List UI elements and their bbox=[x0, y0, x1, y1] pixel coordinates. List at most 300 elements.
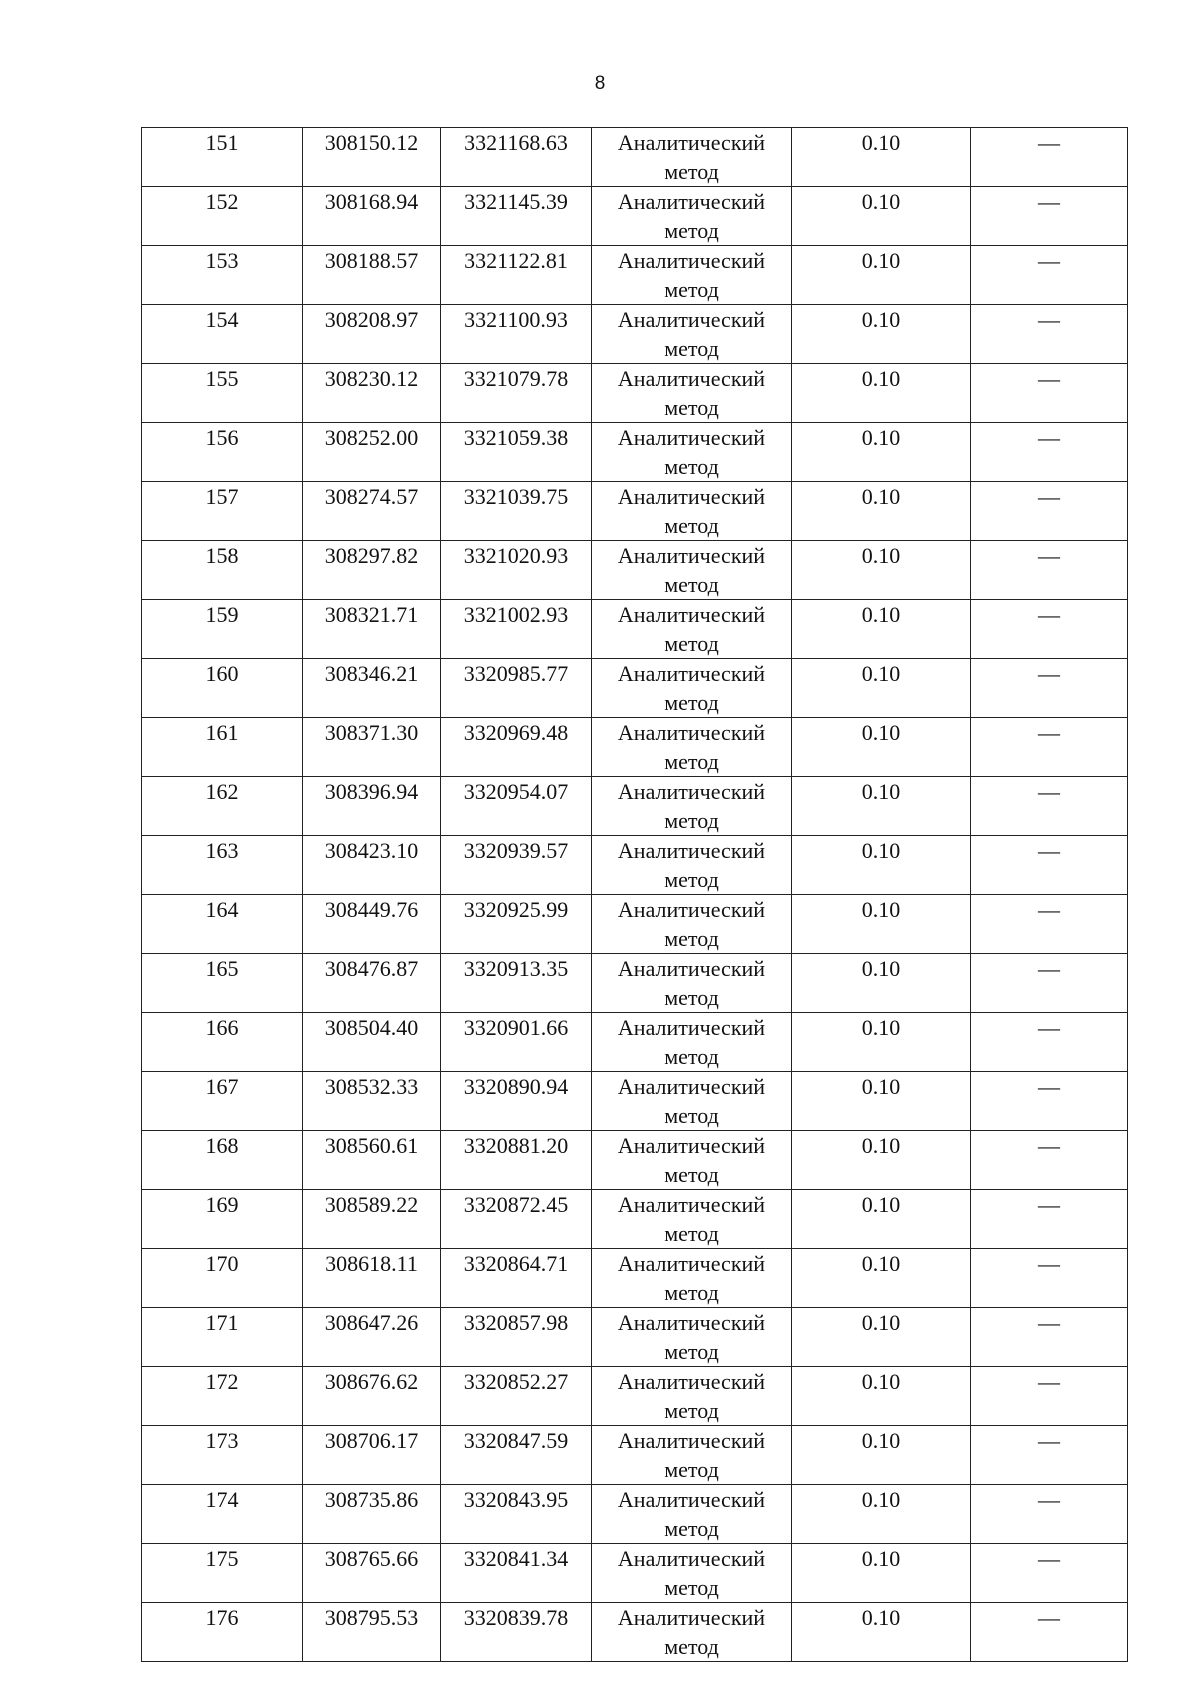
method-text-line2: метод bbox=[664, 1162, 719, 1187]
point-number-text: 162 bbox=[205, 779, 239, 804]
description-cell bbox=[971, 541, 1128, 600]
method-cell bbox=[592, 364, 792, 423]
y-coordinate-cell bbox=[441, 1131, 592, 1190]
point-number-cell bbox=[142, 1131, 303, 1190]
x-coordinate-text: 308230.12 bbox=[324, 366, 419, 391]
point-number-cell bbox=[142, 659, 303, 718]
accuracy-cell bbox=[792, 1485, 971, 1544]
y-coordinate-cell bbox=[441, 1544, 592, 1603]
description-text: — bbox=[1038, 1546, 1060, 1571]
table-row bbox=[142, 1367, 1128, 1426]
y-coordinate-text: 3320864.71 bbox=[463, 1251, 569, 1276]
point-number-text: 151 bbox=[205, 130, 239, 155]
description-text: — bbox=[1038, 1133, 1060, 1158]
x-coordinate-text: 308346.21 bbox=[324, 661, 419, 686]
accuracy-text: 0.10 bbox=[861, 661, 901, 686]
y-coordinate-cell bbox=[441, 1072, 592, 1131]
description-cell bbox=[971, 187, 1128, 246]
description-text: — bbox=[1038, 1605, 1060, 1630]
description-cell bbox=[971, 600, 1128, 659]
y-coordinate-cell bbox=[441, 1308, 592, 1367]
accuracy-text: 0.10 bbox=[861, 543, 901, 568]
x-coordinate-text: 308371.30 bbox=[324, 720, 419, 745]
y-coordinate-cell bbox=[441, 423, 592, 482]
x-coordinate-text: 308618.11 bbox=[325, 1251, 418, 1276]
point-number-cell bbox=[142, 1367, 303, 1426]
method-cell bbox=[592, 836, 792, 895]
accuracy-text: 0.10 bbox=[861, 425, 901, 450]
point-number-cell bbox=[142, 541, 303, 600]
method-text-line2: метод bbox=[664, 395, 719, 420]
method-cell bbox=[592, 1013, 792, 1072]
point-number-text: 159 bbox=[205, 602, 239, 627]
method-text-line1: Аналитический bbox=[617, 366, 766, 391]
method-cell bbox=[592, 541, 792, 600]
description-cell bbox=[971, 1426, 1128, 1485]
description-cell bbox=[971, 305, 1128, 364]
accuracy-text: 0.10 bbox=[861, 248, 901, 273]
table-row bbox=[142, 482, 1128, 541]
table-body bbox=[142, 128, 1128, 1662]
description-cell bbox=[971, 423, 1128, 482]
description-cell bbox=[971, 1308, 1128, 1367]
method-text-line2: метод bbox=[664, 277, 719, 302]
accuracy-text: 0.10 bbox=[861, 1133, 901, 1158]
description-text: — bbox=[1038, 838, 1060, 863]
accuracy-text: 0.10 bbox=[861, 307, 901, 332]
point-number-text: 176 bbox=[205, 1605, 239, 1630]
y-coordinate-cell bbox=[441, 1603, 592, 1662]
method-text-line1: Аналитический bbox=[617, 130, 766, 155]
table-row bbox=[142, 1131, 1128, 1190]
accuracy-text: 0.10 bbox=[861, 1369, 901, 1394]
method-cell bbox=[592, 777, 792, 836]
method-text-line2: метод bbox=[664, 336, 719, 361]
point-number-cell bbox=[142, 364, 303, 423]
y-coordinate-cell bbox=[441, 128, 592, 187]
method-text-line2: метод bbox=[664, 1575, 719, 1600]
description-cell bbox=[971, 836, 1128, 895]
point-number-text: 173 bbox=[205, 1428, 239, 1453]
table-row bbox=[142, 246, 1128, 305]
x-coordinate-text: 308476.87 bbox=[324, 956, 419, 981]
accuracy-cell bbox=[792, 1544, 971, 1603]
description-cell bbox=[971, 1249, 1128, 1308]
method-text-line2: метод bbox=[664, 1044, 719, 1069]
y-coordinate-text: 3320841.34 bbox=[463, 1546, 569, 1571]
accuracy-cell bbox=[792, 423, 971, 482]
x-coordinate-text: 308647.26 bbox=[324, 1310, 419, 1335]
method-cell bbox=[592, 1308, 792, 1367]
point-number-cell bbox=[142, 1603, 303, 1662]
point-number-text: 156 bbox=[205, 425, 239, 450]
accuracy-cell bbox=[792, 718, 971, 777]
method-text-line2: метод bbox=[664, 159, 719, 184]
description-cell bbox=[971, 1485, 1128, 1544]
accuracy-text: 0.10 bbox=[861, 130, 901, 155]
x-coordinate-cell bbox=[303, 1603, 441, 1662]
x-coordinate-text: 308795.53 bbox=[324, 1605, 419, 1630]
method-text-line1: Аналитический bbox=[617, 1546, 766, 1571]
point-number-cell bbox=[142, 482, 303, 541]
y-coordinate-cell bbox=[441, 954, 592, 1013]
point-number-text: 155 bbox=[205, 366, 239, 391]
description-text: — bbox=[1038, 1251, 1060, 1276]
method-cell bbox=[592, 1131, 792, 1190]
x-coordinate-cell bbox=[303, 954, 441, 1013]
method-text-line1: Аналитический bbox=[617, 1310, 766, 1335]
method-text-line2: метод bbox=[664, 1457, 719, 1482]
x-coordinate-cell bbox=[303, 187, 441, 246]
description-cell bbox=[971, 128, 1128, 187]
method-text-line1: Аналитический bbox=[617, 248, 766, 273]
y-coordinate-text: 3321122.81 bbox=[464, 248, 568, 273]
x-coordinate-cell bbox=[303, 1131, 441, 1190]
y-coordinate-text: 3320852.27 bbox=[463, 1369, 569, 1394]
method-cell bbox=[592, 1072, 792, 1131]
method-cell bbox=[592, 718, 792, 777]
description-cell bbox=[971, 364, 1128, 423]
method-text-line2: метод bbox=[664, 631, 719, 656]
point-number-cell bbox=[142, 1190, 303, 1249]
y-coordinate-text: 3320890.94 bbox=[463, 1074, 569, 1099]
method-cell bbox=[592, 1544, 792, 1603]
table-row bbox=[142, 777, 1128, 836]
point-number-cell bbox=[142, 895, 303, 954]
x-coordinate-cell bbox=[303, 600, 441, 659]
y-coordinate-cell bbox=[441, 482, 592, 541]
accuracy-cell bbox=[792, 1367, 971, 1426]
description-text: — bbox=[1038, 543, 1060, 568]
y-coordinate-cell bbox=[441, 305, 592, 364]
x-coordinate-cell bbox=[303, 1485, 441, 1544]
description-text: — bbox=[1038, 130, 1060, 155]
point-number-cell bbox=[142, 1249, 303, 1308]
table-row bbox=[142, 895, 1128, 954]
y-coordinate-text: 3321079.78 bbox=[463, 366, 569, 391]
x-coordinate-text: 308765.66 bbox=[324, 1546, 419, 1571]
description-text: — bbox=[1038, 307, 1060, 332]
method-text-line2: метод bbox=[664, 985, 719, 1010]
x-coordinate-cell bbox=[303, 1367, 441, 1426]
x-coordinate-cell bbox=[303, 1013, 441, 1072]
accuracy-text: 0.10 bbox=[861, 838, 901, 863]
x-coordinate-cell bbox=[303, 659, 441, 718]
point-number-cell bbox=[142, 718, 303, 777]
point-number-cell bbox=[142, 777, 303, 836]
method-text-line1: Аналитический bbox=[617, 189, 766, 214]
y-coordinate-cell bbox=[441, 659, 592, 718]
point-number-text: 174 bbox=[205, 1487, 239, 1512]
y-coordinate-text: 3320985.77 bbox=[463, 661, 569, 686]
point-number-cell bbox=[142, 305, 303, 364]
point-number-text: 167 bbox=[205, 1074, 239, 1099]
accuracy-cell bbox=[792, 895, 971, 954]
point-number-text: 164 bbox=[205, 897, 239, 922]
method-text-line2: метод bbox=[664, 1516, 719, 1541]
table-row bbox=[142, 718, 1128, 777]
method-text-line2: метод bbox=[664, 218, 719, 243]
method-cell bbox=[592, 600, 792, 659]
y-coordinate-text: 3320872.45 bbox=[463, 1192, 569, 1217]
accuracy-cell bbox=[792, 777, 971, 836]
method-cell bbox=[592, 246, 792, 305]
accuracy-cell bbox=[792, 1308, 971, 1367]
table-row bbox=[142, 1249, 1128, 1308]
point-number-cell bbox=[142, 1072, 303, 1131]
accuracy-cell bbox=[792, 1013, 971, 1072]
x-coordinate-text: 308321.71 bbox=[324, 602, 419, 627]
accuracy-cell bbox=[792, 1603, 971, 1662]
table-row bbox=[142, 1072, 1128, 1131]
table-row bbox=[142, 954, 1128, 1013]
table-row bbox=[142, 128, 1128, 187]
accuracy-cell bbox=[792, 482, 971, 541]
method-text-line2: метод bbox=[664, 749, 719, 774]
accuracy-text: 0.10 bbox=[861, 1015, 901, 1040]
accuracy-text: 0.10 bbox=[861, 189, 901, 214]
x-coordinate-text: 308274.57 bbox=[324, 484, 419, 509]
method-text-line2: метод bbox=[664, 808, 719, 833]
y-coordinate-text: 3321002.93 bbox=[463, 602, 569, 627]
description-text: — bbox=[1038, 1015, 1060, 1040]
accuracy-text: 0.10 bbox=[861, 956, 901, 981]
y-coordinate-text: 3321145.39 bbox=[464, 189, 568, 214]
accuracy-cell bbox=[792, 659, 971, 718]
accuracy-text: 0.10 bbox=[861, 484, 901, 509]
y-coordinate-text: 3320847.59 bbox=[463, 1428, 569, 1453]
point-number-cell bbox=[142, 1013, 303, 1072]
y-coordinate-text: 3321020.93 bbox=[463, 543, 569, 568]
description-text: — bbox=[1038, 1192, 1060, 1217]
method-text-line1: Аналитический bbox=[617, 484, 766, 509]
method-cell bbox=[592, 1190, 792, 1249]
method-text-line2: метод bbox=[664, 1103, 719, 1128]
accuracy-text: 0.10 bbox=[861, 1074, 901, 1099]
description-text: — bbox=[1038, 897, 1060, 922]
method-cell bbox=[592, 1603, 792, 1662]
method-text-line1: Аналитический bbox=[617, 956, 766, 981]
point-number-cell bbox=[142, 1426, 303, 1485]
description-text: — bbox=[1038, 425, 1060, 450]
y-coordinate-text: 3320857.98 bbox=[463, 1310, 569, 1335]
method-text-line1: Аналитический bbox=[617, 779, 766, 804]
y-coordinate-text: 3321100.93 bbox=[464, 307, 568, 332]
method-text-line2: метод bbox=[664, 1398, 719, 1423]
x-coordinate-cell bbox=[303, 777, 441, 836]
method-text-line1: Аналитический bbox=[617, 1133, 766, 1158]
x-coordinate-cell bbox=[303, 1072, 441, 1131]
y-coordinate-text: 3320925.99 bbox=[463, 897, 569, 922]
accuracy-text: 0.10 bbox=[861, 1310, 901, 1335]
accuracy-text: 0.10 bbox=[861, 1605, 901, 1630]
description-text: — bbox=[1038, 1487, 1060, 1512]
description-cell bbox=[971, 895, 1128, 954]
accuracy-cell bbox=[792, 305, 971, 364]
y-coordinate-cell bbox=[441, 836, 592, 895]
point-number-cell bbox=[142, 246, 303, 305]
x-coordinate-text: 308168.94 bbox=[324, 189, 419, 214]
method-cell bbox=[592, 954, 792, 1013]
y-coordinate-cell bbox=[441, 187, 592, 246]
point-number-cell bbox=[142, 1308, 303, 1367]
method-cell bbox=[592, 305, 792, 364]
method-text-line1: Аналитический bbox=[617, 661, 766, 686]
x-coordinate-text: 308252.00 bbox=[324, 425, 419, 450]
method-text-line1: Аналитический bbox=[617, 1192, 766, 1217]
method-text-line1: Аналитический bbox=[617, 602, 766, 627]
point-number-text: 166 bbox=[205, 1015, 239, 1040]
description-text: — bbox=[1038, 779, 1060, 804]
accuracy-text: 0.10 bbox=[861, 720, 901, 745]
description-cell bbox=[971, 482, 1128, 541]
method-text-line2: метод bbox=[664, 454, 719, 479]
x-coordinate-text: 308589.22 bbox=[324, 1192, 419, 1217]
x-coordinate-cell bbox=[303, 364, 441, 423]
y-coordinate-text: 3320881.20 bbox=[463, 1133, 569, 1158]
y-coordinate-cell bbox=[441, 1190, 592, 1249]
table-row bbox=[142, 1308, 1128, 1367]
method-text-line1: Аналитический bbox=[617, 1369, 766, 1394]
x-coordinate-text: 308150.12 bbox=[324, 130, 419, 155]
point-number-cell bbox=[142, 1485, 303, 1544]
description-text: — bbox=[1038, 1369, 1060, 1394]
description-text: — bbox=[1038, 366, 1060, 391]
description-text: — bbox=[1038, 189, 1060, 214]
method-text-line2: метод bbox=[664, 1634, 719, 1659]
y-coordinate-cell bbox=[441, 718, 592, 777]
x-coordinate-text: 308188.57 bbox=[324, 248, 419, 273]
description-text: — bbox=[1038, 248, 1060, 273]
y-coordinate-cell bbox=[441, 364, 592, 423]
method-text-line1: Аналитический bbox=[617, 425, 766, 450]
x-coordinate-cell bbox=[303, 1190, 441, 1249]
table-row bbox=[142, 541, 1128, 600]
x-coordinate-cell bbox=[303, 895, 441, 954]
y-coordinate-cell bbox=[441, 1485, 592, 1544]
point-number-text: 165 bbox=[205, 956, 239, 981]
table-row bbox=[142, 1485, 1128, 1544]
method-cell bbox=[592, 1367, 792, 1426]
method-cell bbox=[592, 187, 792, 246]
x-coordinate-text: 308532.33 bbox=[324, 1074, 419, 1099]
x-coordinate-cell bbox=[303, 1544, 441, 1603]
accuracy-cell bbox=[792, 128, 971, 187]
point-number-text: 169 bbox=[205, 1192, 239, 1217]
accuracy-text: 0.10 bbox=[861, 366, 901, 391]
point-number-text: 172 bbox=[205, 1369, 239, 1394]
description-text: — bbox=[1038, 484, 1060, 509]
y-coordinate-cell bbox=[441, 1013, 592, 1072]
method-text-line1: Аналитический bbox=[617, 1251, 766, 1276]
description-text: — bbox=[1038, 661, 1060, 686]
x-coordinate-text: 308560.61 bbox=[324, 1133, 419, 1158]
y-coordinate-text: 3321059.38 bbox=[463, 425, 569, 450]
x-coordinate-cell bbox=[303, 836, 441, 895]
table-row bbox=[142, 305, 1128, 364]
y-coordinate-text: 3320839.78 bbox=[463, 1605, 569, 1630]
accuracy-text: 0.10 bbox=[861, 779, 901, 804]
method-text-line1: Аналитический bbox=[617, 720, 766, 745]
method-cell bbox=[592, 1485, 792, 1544]
coordinates-table bbox=[141, 127, 1128, 1662]
method-text-line2: метод bbox=[664, 867, 719, 892]
accuracy-cell bbox=[792, 187, 971, 246]
accuracy-cell bbox=[792, 246, 971, 305]
accuracy-cell bbox=[792, 1190, 971, 1249]
point-number-cell bbox=[142, 600, 303, 659]
table-row bbox=[142, 423, 1128, 482]
description-cell bbox=[971, 954, 1128, 1013]
y-coordinate-cell bbox=[441, 777, 592, 836]
method-text-line1: Аналитический bbox=[617, 897, 766, 922]
method-text-line1: Аналитический bbox=[617, 543, 766, 568]
method-text-line1: Аналитический bbox=[617, 1428, 766, 1453]
x-coordinate-text: 308706.17 bbox=[324, 1428, 419, 1453]
page-number: 8 bbox=[594, 73, 606, 94]
point-number-cell bbox=[142, 423, 303, 482]
point-number-text: 157 bbox=[205, 484, 239, 509]
point-number-text: 154 bbox=[205, 307, 239, 332]
description-cell bbox=[971, 777, 1128, 836]
y-coordinate-cell bbox=[441, 1367, 592, 1426]
point-number-text: 152 bbox=[205, 189, 239, 214]
method-text-line2: метод bbox=[664, 1280, 719, 1305]
x-coordinate-cell bbox=[303, 423, 441, 482]
point-number-cell bbox=[142, 187, 303, 246]
method-text-line2: метод bbox=[664, 1339, 719, 1364]
point-number-cell bbox=[142, 836, 303, 895]
description-cell bbox=[971, 1544, 1128, 1603]
method-cell bbox=[592, 659, 792, 718]
description-cell bbox=[971, 1131, 1128, 1190]
point-number-cell bbox=[142, 128, 303, 187]
y-coordinate-text: 3320901.66 bbox=[463, 1015, 569, 1040]
y-coordinate-cell bbox=[441, 600, 592, 659]
accuracy-text: 0.10 bbox=[861, 1487, 901, 1512]
description-cell bbox=[971, 1072, 1128, 1131]
method-cell bbox=[592, 423, 792, 482]
description-cell bbox=[971, 1603, 1128, 1662]
description-text: — bbox=[1038, 956, 1060, 981]
x-coordinate-cell bbox=[303, 1249, 441, 1308]
table-row bbox=[142, 1013, 1128, 1072]
x-coordinate-cell bbox=[303, 718, 441, 777]
method-text-line1: Аналитический bbox=[617, 1605, 766, 1630]
x-coordinate-text: 308208.97 bbox=[324, 307, 419, 332]
description-cell bbox=[971, 1013, 1128, 1072]
x-coordinate-text: 308423.10 bbox=[324, 838, 419, 863]
method-text-line1: Аналитический bbox=[617, 307, 766, 332]
accuracy-cell bbox=[792, 541, 971, 600]
description-cell bbox=[971, 1367, 1128, 1426]
description-text: — bbox=[1038, 602, 1060, 627]
point-number-text: 170 bbox=[205, 1251, 239, 1276]
x-coordinate-text: 308449.76 bbox=[324, 897, 419, 922]
description-cell bbox=[971, 659, 1128, 718]
table-row bbox=[142, 659, 1128, 718]
point-number-cell bbox=[142, 954, 303, 1013]
method-text-line2: метод bbox=[664, 513, 719, 538]
x-coordinate-text: 308297.82 bbox=[324, 543, 419, 568]
x-coordinate-text: 308676.62 bbox=[324, 1369, 419, 1394]
y-coordinate-cell bbox=[441, 246, 592, 305]
description-cell bbox=[971, 718, 1128, 777]
method-text-line1: Аналитический bbox=[617, 838, 766, 863]
accuracy-cell bbox=[792, 600, 971, 659]
method-text-line2: метод bbox=[664, 572, 719, 597]
description-text: — bbox=[1038, 1310, 1060, 1335]
